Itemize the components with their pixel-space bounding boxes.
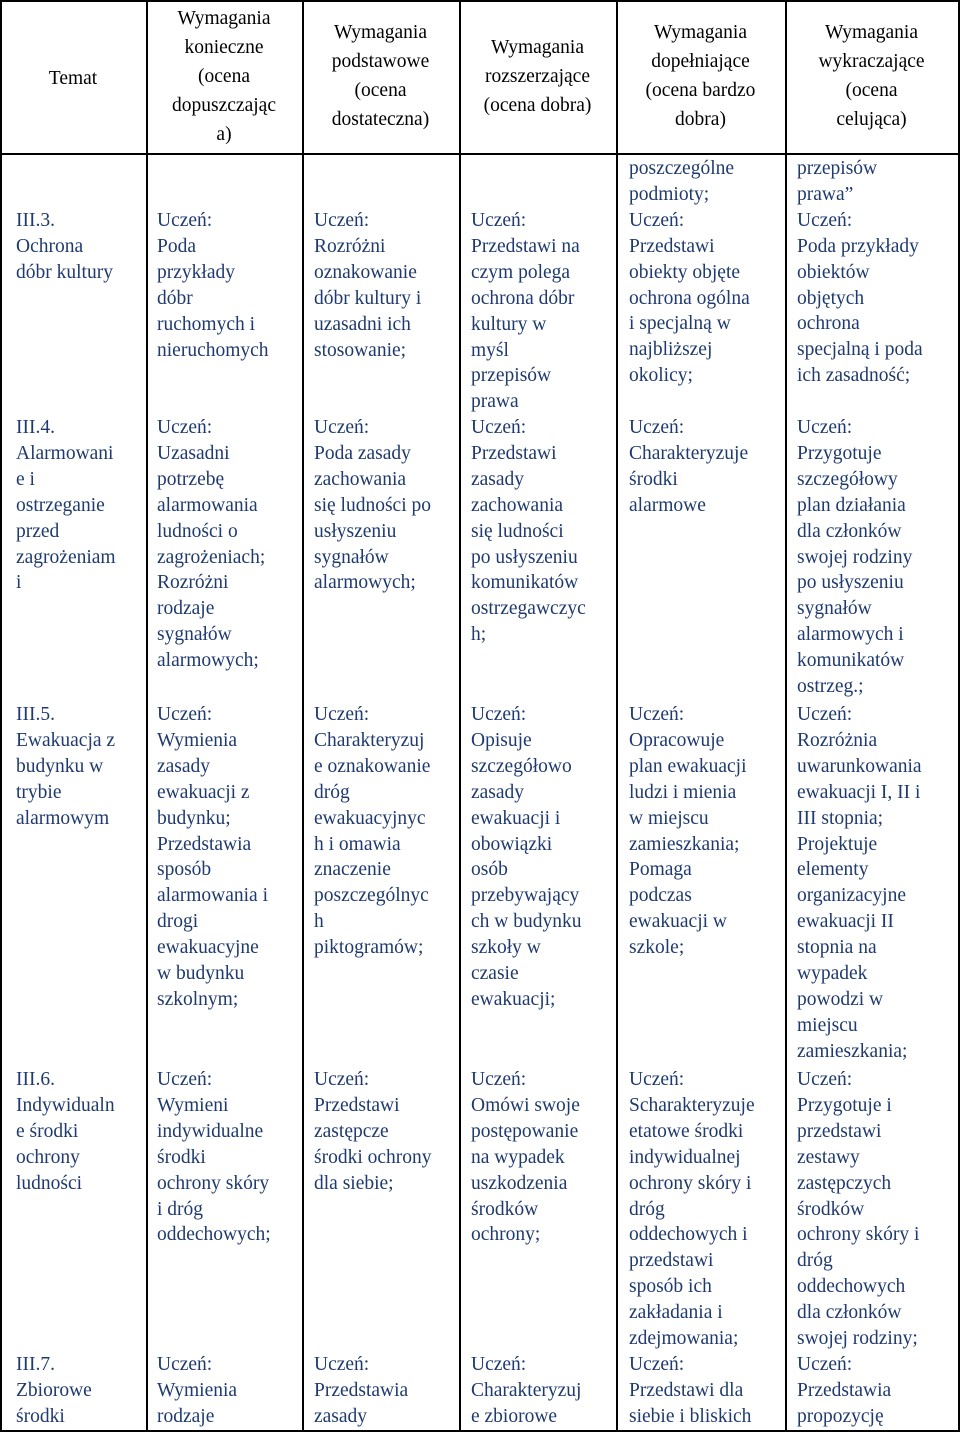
requirement-cell: Uczeń: Opracowuje plan ewakuacji ludzi i mienia w miejscu zamieszkania; Pomaga podczas ewakuacji w szkole; (629, 704, 747, 959)
header-supplementary: Wymagania dopełniające (ocena bardzo dobra) (645, 22, 756, 130)
requirement-cell: Uczeń: Przygotuje i przedstawi zestawy zastępczych środków ochrony skóry i dróg oddechowych dla członków swojej rodziny; (797, 1069, 920, 1350)
requirement-cell: Uczeń: Charakteryzuje środki alarmowe (629, 417, 749, 516)
requirement-cell: Uczeń: Przedstawi zasady zachowania się ludności po usłyszeniu komunikatów ostrzegawczyc h; (471, 417, 586, 646)
grid-line (0, 0, 2, 1432)
requirement-cell: Uczeń: Przygotuje szczegółowy plan działania dla członków swojej rodziny po usłyszeniu sygnałów alarmowych i komunikatów ostrzeg.; (797, 417, 913, 698)
grid-line (459, 0, 461, 1432)
requirement-cell: Uczeń: Przedstawi na czym polega ochrona dóbr kultury w myśl przepisów prawa (471, 210, 580, 413)
requirement-cell: Uczeń: Przedstawia zasady (314, 1354, 409, 1427)
grid-line (785, 0, 787, 1432)
requirement-cell: Uczeń: Wymienia zasady ewakuacji z budynku; Przedstawia sposób alarmowania i drogi ewakuacyjne w budynku szkolnym; (157, 704, 268, 1010)
grid-line (0, 0, 960, 2)
grid-line (616, 0, 618, 1432)
grid-line (302, 0, 304, 1432)
requirement-cell: Uczeń: Poda zasady zachowania się ludności po usłyszeniu sygnałów alarmowych; (314, 417, 431, 594)
requirement-cell: przepisów prawa” Uczeń: Poda przykłady obiektów objętych ochrona specjalną i poda ich zasadność; (797, 158, 923, 387)
requirement-cell: Uczeń: Przedstawi dla siebie i bliskich (629, 1354, 752, 1427)
requirement-cell: Uczeń: Przedstawi zastępcze środki ochrony dla siebie; (314, 1069, 432, 1194)
requirement-cell: Uczeń: Wymieni indywidualne środki ochrony skóry i dróg oddechowych; (157, 1069, 271, 1246)
requirement-cell: Uczeń: Rozróżni oznakowanie dóbr kultury i uzasadni ich stosowanie; (314, 210, 422, 361)
topic-cell: III.4. Alarmowani e i ostrzeganie przed zagrożeniam i (16, 417, 116, 594)
grid-line (958, 0, 960, 1432)
requirement-cell: Uczeń: Opisuje szczegółowo zasady ewakuacji i obowiązki osób przebywający ch w budynku szkoły w czasie ewakuacji; (471, 704, 582, 1010)
header-basic: Wymagania podstawowe (ocena dostateczna) (331, 22, 430, 130)
requirement-cell: Uczeń: Scharakteryzuje etatowe środki indywidualnej ochrony skóry i dróg oddechowych i przedstawi sposób ich zakładania i zdejmowania; (629, 1069, 755, 1350)
requirement-cell: poszczególne podmioty; Uczeń: Przedstawi obiekty objęte ochrona ogólna i specjalną w najbliższej okolicy; (629, 158, 750, 387)
header-topic: Temat (48, 68, 98, 89)
topic-cell: III.6. Indywidualn e środki ochrony ludności (16, 1069, 115, 1194)
topic-cell: III.5. Ewakuacja z budynku w trybie alarmowym (16, 704, 116, 829)
requirement-cell: Uczeń: Charakteryzuj e zbiorowe (471, 1354, 582, 1427)
grid-line (146, 0, 148, 1432)
topic-cell: III.7. Zbiorowe środki (16, 1354, 92, 1427)
requirement-cell: Uczeń: Omówi swoje postępowanie na wypadek uszkodzenia środków ochrony; (471, 1069, 580, 1246)
topic-cell: III.3. Ochrona dóbr kultury (16, 210, 113, 283)
header-required: Wymagania konieczne (ocena dopuszczając a) (172, 8, 276, 145)
requirement-cell: Uczeń: Charakteryzuj e oznakowanie dróg ewakuacyjnyc h i omawia znaczenie poszczególnyc h piktogramów; (314, 704, 431, 959)
requirement-cell: Uczeń: Poda przykłady dóbr ruchomych i nieruchomych (157, 210, 269, 361)
header-extended: Wymagania rozszerzające (ocena dobra) (483, 37, 592, 116)
requirement-cell: Uczeń: Wymienia rodzaje (157, 1354, 238, 1427)
grid-line (0, 153, 960, 155)
requirement-cell: Uczeń: Przedstawia propozycję (797, 1354, 892, 1427)
requirement-cell: Uczeń: Rozróżnia uwarunkowania ewakuacji I, II i III stopnia; Projektuje elementy organizacyjne ewakuacji II stopnia na wypadek powodzi w miejscu zamieszkania; (797, 704, 922, 1062)
grid-line (0, 1430, 960, 1432)
requirement-cell: Uczeń: Uzasadni potrzebę alarmowania ludności o zagrożeniach; Rozróżni rodzaje sygnałów alarmowych; (157, 417, 266, 672)
header-exceeding: Wymagania wykraczające (ocena celująca) (818, 22, 925, 130)
